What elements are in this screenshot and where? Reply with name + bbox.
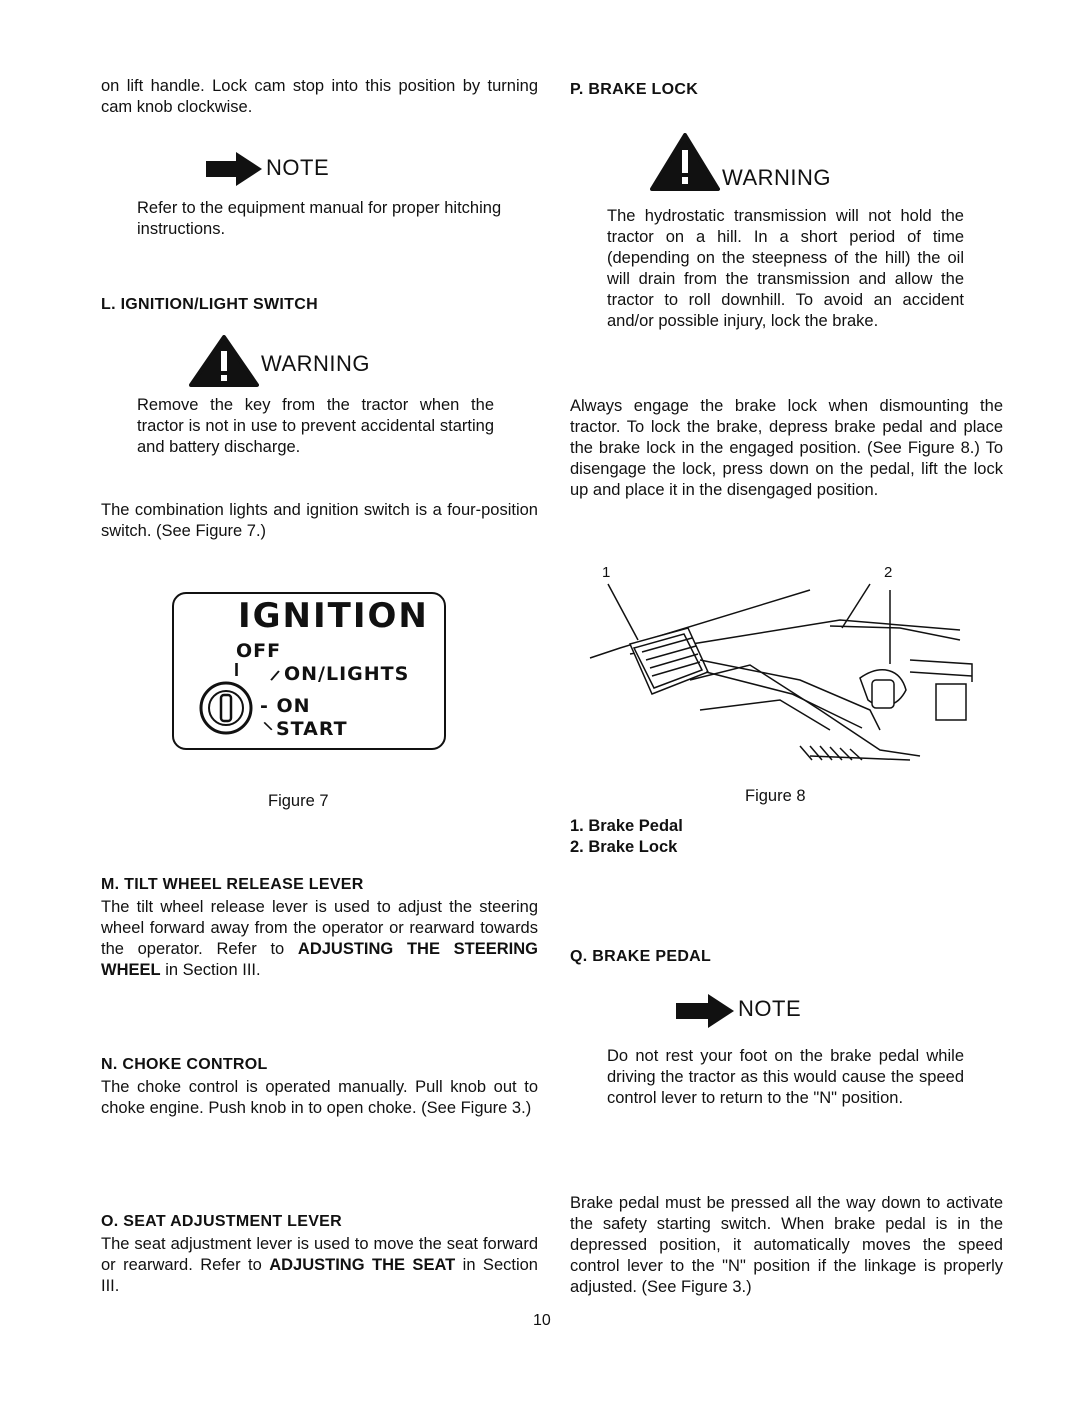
section-p-heading: P. BRAKE LOCK [570,81,699,98]
brake-figure [580,560,1000,775]
warning-triangle-icon [650,133,720,191]
note-label: NOTE [738,996,802,1021]
warning-text: The hydrostatic transmission will not hold the tractor on a hill. In a short period of time (depending on the steepness of the hill) the oil will drain from the transmission and allow the tractor to roll downhill. To avoid an accident and/or possible injury, lock the brake. [607,207,964,330]
figure-8-legend-item: 2. Brake Lock [570,838,678,856]
off-tick: I [234,660,240,680]
section-m-body: The tilt wheel release lever is used to adjust the steering wheel forward away from the operator or rearward towards the operator. Refer to [101,898,538,958]
note-text: Refer to the equipment manual for proper hitching instructions. [137,199,502,238]
intro-text: on lift handle. Lock cam stop into this position by turning cam knob clockwise. [101,77,538,116]
note-text: Do not rest your foot on the brake pedal while driving the tractor as this would cause the speed control lever to return to the "N" position. [607,1047,964,1107]
section-o-heading: O. SEAT ADJUSTMENT LEVER [101,1213,342,1230]
on-lights-tick: / [268,668,281,686]
section-o-tail: in Section III. [101,1256,538,1295]
brake-pedal-illustration [580,560,1000,775]
figure-8-legend-item: 1. Brake Pedal [570,817,683,835]
figure-7-caption: Figure 7 [268,792,329,810]
figure-8-caption: Figure 8 [745,787,806,805]
section-m-tail: in Section III. [165,961,261,979]
ignition-start-label: START [276,718,348,740]
ignition-on-lights-label: ON/LIGHTS [284,663,410,685]
section-q-heading: Q. BRAKE PEDAL [570,948,712,965]
page-number: 10 [533,1312,551,1329]
warning-label: WARNING [722,165,832,190]
section-l-heading: L. IGNITION/LIGHT SWITCH [101,296,318,313]
start-tick: \ [261,718,275,734]
ignition-key-icon [196,680,256,736]
section-o-text [101,1234,538,1297]
note-label: NOTE [266,155,330,180]
ignition-on-label: - ON [260,695,311,717]
ignition-title: IGNITION [238,596,429,636]
arrow-note-icon [206,152,262,186]
section-o-body: The seat adjustment lever is used to move the seat forward or rearward. Refer to [101,1235,538,1274]
section-n-text: The choke control is operated manually. Pull knob out to choke engine. Push knob in to open choke. (See Figure 3.) [101,1078,538,1117]
combo-switch-text: The combination lights and ignition switch is a four-position switch. (See Figure 7.) [101,501,538,540]
section-o-reference: ADJUSTING THE SEAT [269,1256,456,1274]
warning-triangle-icon [189,335,259,387]
warning-label: WARNING [261,351,371,376]
callout-2: 2 [884,564,893,581]
callout-1: 1 [602,564,611,581]
section-m-text [101,897,538,981]
ignition-switch-figure [172,592,446,750]
brake-lock-text: Always engage the brake lock when dismounting the tractor. To lock the brake, depress brake pedal and place the brake lock in the engaged position. (See Figure 8.) To disengage the lock, press down on the pedal, lift the lock up and place it in the disengaged position. [570,397,1003,499]
section-n-heading: N. CHOKE CONTROL [101,1056,268,1073]
arrow-note-icon [676,994,734,1028]
brake-pedal-text: Brake pedal must be pressed all the way down to activate the safety starting switch. When brake pedal is in the depressed position, it automatically moves the speed control lever to the "N" position if the linkage is properly adjusted. (See Figure 3.) [570,1194,1003,1296]
warning-text: Remove the key from the tractor when the tractor is not in use to prevent accidental starting and battery discharge. [137,396,494,456]
ignition-off-label: OFF [236,640,282,662]
section-m-heading: M. TILT WHEEL RELEASE LEVER [101,876,364,893]
section-m-reference: ADJUSTING THE STEERING WHEEL [101,940,538,979]
